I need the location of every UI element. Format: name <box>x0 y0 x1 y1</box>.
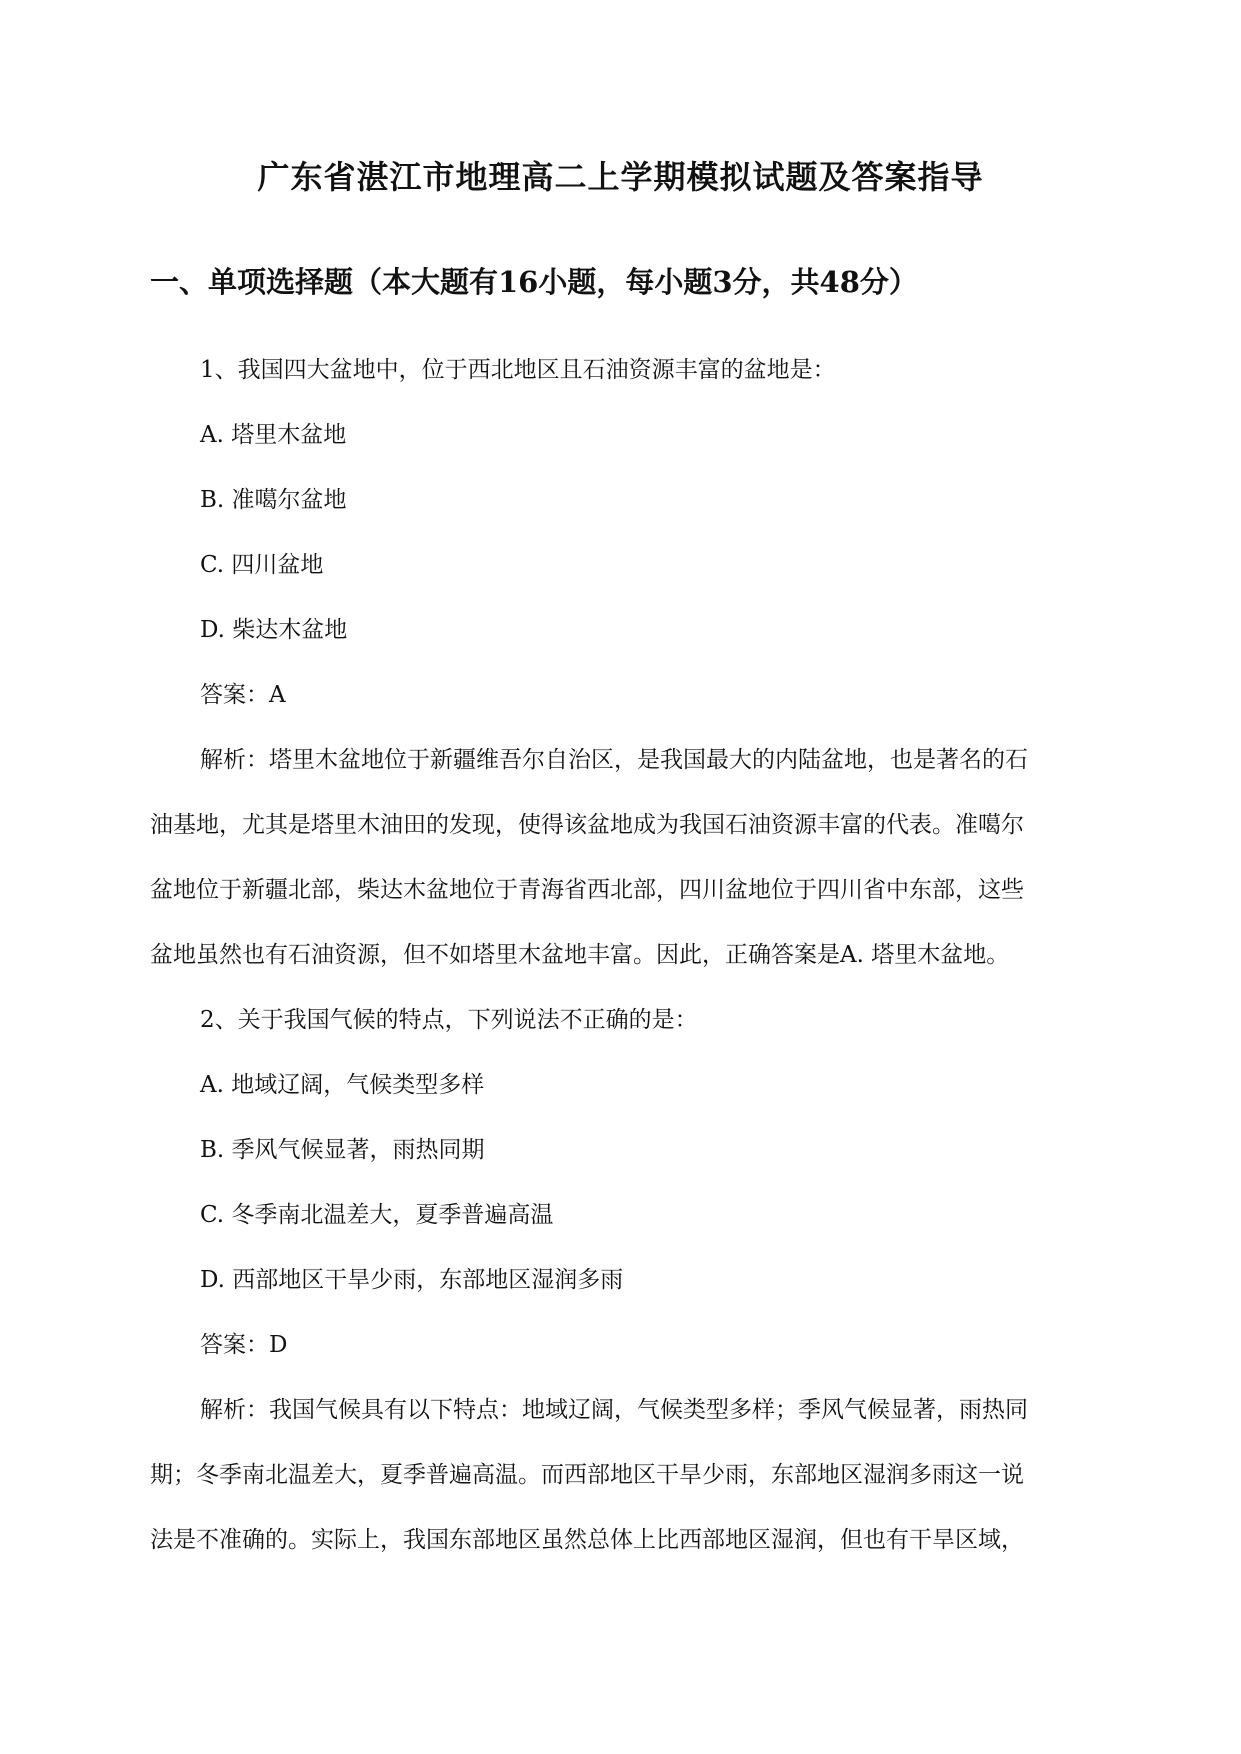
option-c: C. 四川盆地 <box>200 552 324 578</box>
question-1 <box>150 338 1095 988</box>
section-heading: 一、单项选择题（本大题有16小题，每小题3分，共48分） <box>150 265 918 299</box>
option-b: B. 季风气候显著，雨热同期 <box>200 1137 485 1163</box>
explanation-line: 解析：我国气候具有以下特点：地域辽阔，气候类型多样；季风气候显著，雨热同 <box>200 1397 1028 1423</box>
question-2 <box>150 988 1095 1573</box>
explanation-line: 油基地，尤其是塔里木油田的发现，使得该盆地成为我国石油资源丰富的代表。准噶尔 <box>150 812 1024 838</box>
option-a: A. 塔里木盆地 <box>200 422 347 448</box>
answer: 答案：D <box>200 1332 288 1358</box>
question-stem: 1、我国四大盆地中，位于西北地区且石油资源丰富的盆地是： <box>200 357 836 383</box>
option-d: D. 柴达木盆地 <box>200 617 348 643</box>
explanation-line: 盆地位于新疆北部，柴达木盆地位于青海省西北部，四川盆地位于四川省中东部，这些 <box>150 877 1024 903</box>
question-stem: 2、关于我国气候的特点，下列说法不正确的是： <box>200 1007 698 1033</box>
option-a: A. 地域辽阔，气候类型多样 <box>200 1072 485 1098</box>
explanation-line: 期；冬季南北温差大，夏季普遍高温。而西部地区干旱少雨，东部地区湿润多雨这一说 <box>150 1462 1024 1488</box>
option-c: C. 冬季南北温差大，夏季普遍高温 <box>200 1202 554 1228</box>
explanation-line: 盆地虽然也有石油资源，但不如塔里木盆地丰富。因此，正确答案是A. 塔里木盆地。 <box>150 942 1010 968</box>
explanation-line: 解析：塔里木盆地位于新疆维吾尔自治区，是我国最大的内陆盆地，也是著名的石 <box>200 747 1028 773</box>
option-b: B. 准噶尔盆地 <box>200 487 347 513</box>
question-list <box>150 338 1095 1573</box>
option-d: D. 西部地区干旱少雨，东部地区湿润多雨 <box>200 1267 624 1293</box>
explanation-line: 法是不准确的。实际上，我国东部地区虽然总体上比西部地区湿润，但也有干旱区域， <box>150 1527 1024 1553</box>
document-title: 广东省湛江市地理高二上学期模拟试题及答案指导 <box>257 158 984 196</box>
answer: 答案：A <box>200 682 286 708</box>
